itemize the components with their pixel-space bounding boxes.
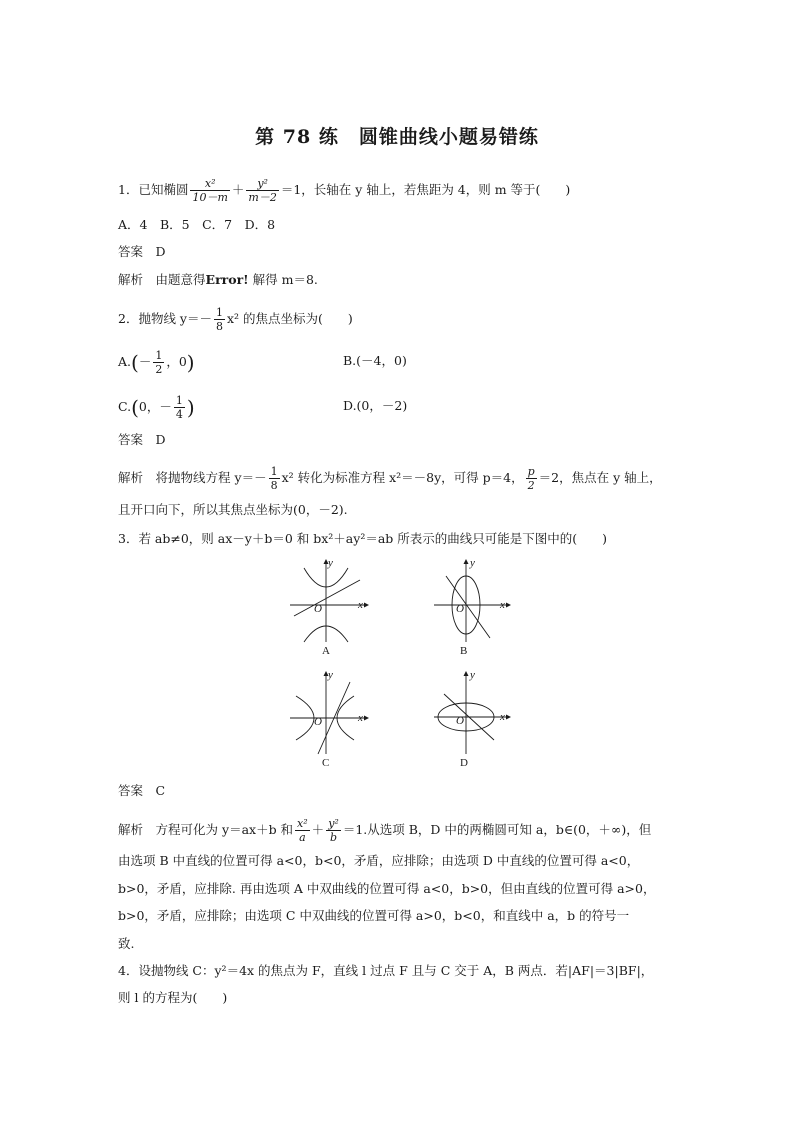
q1-analysis-post: 解得 m＝8. [248,272,318,287]
q2-stem-post: x² 的焦点坐标为( ) [227,311,353,326]
q2-option-a-num: 1 [155,349,163,362]
graph-a-label: A [322,645,330,657]
q2-analysis-post: ＝2，焦点在 y 轴上， [538,470,662,485]
graph-b-x-arrow [506,603,511,608]
q2-stem-pre: 抛物线 y＝－ [138,311,212,326]
graph-a-x-arrow [364,603,369,608]
page-title: 第 78 练 圆锥曲线小题易错练 [255,126,539,148]
q3-answer [118,782,165,800]
q3-analysis-label: 解析 [118,822,144,837]
q2-answer [118,431,166,449]
graph-b-y-arrow [464,559,469,564]
graph-c-label: C [322,757,330,769]
q2-option-c [118,395,195,420]
q3-analysis-f2-den: b [329,831,338,844]
q3-number: 3． [118,531,139,546]
q2-option-c-den: 4 [175,408,183,421]
q4-number: 4． [118,963,139,978]
q3-analysis-line-3: b>0，矛盾，应排除. 再由选项 A 中双曲线的位置可得 a<0，b>0，但由直线的位置可得 a>0， [118,881,656,896]
q2-option-d: D.(0，－2) [343,398,408,413]
q2-option-a-label: A. [118,354,132,369]
q2-answer-value: D [155,432,166,447]
q3-stem [118,530,607,548]
q2-fraction-den: 8 [216,320,223,333]
graph-d-y-arrow [464,671,469,676]
graph-a-origin: O [314,603,322,615]
q1-fraction-1 [190,178,229,203]
graph-d-x-label: x [500,711,505,723]
q4-stem-line-2: 则 l 的方程为( ) [118,990,228,1005]
q4-stem-text: 设抛物线 C：y²＝4x 的焦点为 F，直线 l 过点 F 且与 C 交于 A，B 两点．若|AF|＝3|BF|， [138,963,654,978]
q1-fraction-2-den: m－2 [248,191,277,204]
graph-b-origin: O [456,603,464,615]
graph-a-x-label: x [358,599,363,611]
q2-analysis-pre: 将抛物线方程 y＝－ [155,470,267,485]
graph-d-y-label: y [470,669,475,681]
q2-analysis-f1-num: 1 [270,465,278,478]
q2-analysis-line-2: 且开口向下，所以其焦点坐标为(0，－2). [118,502,348,517]
q2-option-c-num: 1 [175,394,183,407]
q1-stem-post: ＝1，长轴在 y 轴上，若焦距为 4，则 m 等于( ) [280,182,571,197]
q2-option-a-den: 2 [155,363,163,376]
q2-option-c-fraction [174,395,185,420]
q1-fraction-2-num: y² [246,178,278,191]
graph-b-line [446,576,490,638]
q2-option-c-pre: 0，－ [138,399,172,414]
graph-b-x-label: x [500,599,505,611]
q2-analysis-f2-num: p [527,465,535,478]
q2-analysis-label: 解析 [118,470,144,485]
q4-stem-line-1 [118,962,653,980]
q2-option-a-fraction [153,350,164,375]
q2-analysis-mid: x² 转化为标准方程 x²＝－8y，可得 p＝4， [281,470,524,485]
q3-stem-text: 若 ab≠0，则 ax－y＋b＝0 和 bx²＋ay²＝ab 所表示的曲线只可能是下图中的( ) [138,531,608,546]
q2-option-c-rparen: ) [186,395,195,420]
q3-analysis-line-2: 由选项 B 中直线的位置可得 a<0，b<0，矛盾，应排除；由选项 D 中直线的位置可得 a<0， [118,853,640,868]
graph-a-y-label: y [328,557,333,569]
q3-analysis-fraction-1 [295,818,310,843]
q2-option-c-lparen: ( [131,395,139,420]
graph-c-x-arrow [364,716,369,721]
q3-analysis-f2-num: y² [328,817,339,830]
q3-answer-label: 答案 [118,783,144,798]
q1-fraction-1-den: 10－m [192,191,228,204]
q1-answer [118,243,166,261]
q2-option-a-rparen: ) [186,350,195,375]
q3-analysis-line-1 [118,818,651,843]
q2-option-a-post: ，0 [166,354,187,369]
q1-stem [118,178,570,203]
q2-fraction-num: 1 [216,306,223,319]
q1-analysis [118,271,318,289]
q2-option-a-pre: － [138,354,152,369]
q3-analysis-f1-num: x² [297,817,308,830]
q2-option-c-label: C. [118,399,132,414]
q1-answer-label: 答案 [118,244,144,259]
q2-option-b: B.(－4，0) [343,353,407,368]
q2-analysis-f1-den: 8 [270,479,278,492]
q3-analysis-line-5: 致. [118,936,135,951]
q3-analysis-f1-den: a [299,831,306,844]
q2-analysis-line-1 [118,466,662,491]
graph-d-label: D [460,757,468,769]
graph-b-label: B [460,645,468,657]
q1-stem-pre: 已知椭圆 [138,182,189,197]
q2-option-a [118,350,195,375]
q1-analysis-label: 解析 [118,272,144,287]
graph-d-x-arrow [506,715,511,720]
graph-d-origin: O [456,715,464,727]
q1-analysis-error: Error! [205,272,249,287]
q1-fraction-2 [246,178,278,203]
q2-stem [118,307,353,332]
q2-analysis-f2-den: 2 [527,479,535,492]
graph-c-y-label: y [328,669,333,681]
q1-fraction-1-num: x² [190,178,229,191]
graph-c-origin: O [314,716,322,728]
q1-options: A．4 B．5 C．7 D．8 [118,217,276,232]
q1-answer-value: D [155,244,166,259]
q2-analysis-fraction-1 [269,466,280,491]
q2-answer-label: 答案 [118,432,144,447]
q3-analysis-fraction-2 [326,818,341,843]
q1-plus: ＋ [231,182,245,197]
q1-number: 1． [118,182,139,197]
q1-analysis-pre: 由题意得 [155,272,206,287]
q3-analysis-line-4: b>0，矛盾，应排除；由选项 C 中双曲线的位置可得 a>0，b<0，和直线中 a，b 的符号一 [118,908,630,923]
q3-analysis-pre: 方程可化为 y＝ax＋b 和 [155,822,294,837]
q3-answer-value: C [155,783,166,798]
q2-fraction [214,307,225,332]
q2-option-a-lparen: ( [131,350,139,375]
graph-b-y-label: y [470,557,475,569]
q3-analysis-plus: ＋ [311,822,325,837]
graph-a-line [294,580,360,616]
q2-number: 2． [118,311,139,326]
q2-analysis-fraction-2 [526,466,537,491]
graph-c-x-label: x [358,712,363,724]
q3-analysis-post: ＝1.从选项 B，D 中的两椭圆可知 a，b∈(0，＋∞)，但 [342,822,652,837]
